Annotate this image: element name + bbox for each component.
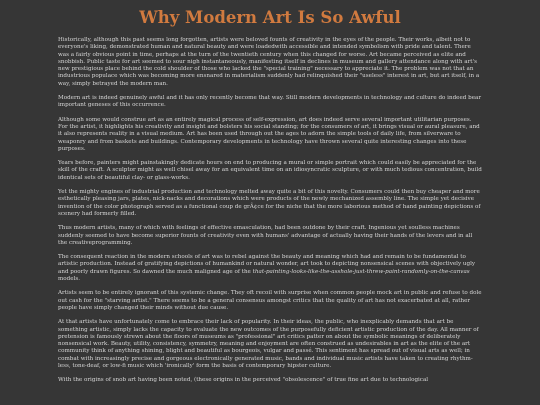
article-paragraph: Yet the mighty engines of industrial production and technology melted away quite a bit of this novelty. Consumers could then buy cheaper and more esthetically pleasing jars, plates, nick-nacks and decorations which were products of the newly mechanized assembly line. The simple yet decisive invention of the color photograph served as a functional coup de grÃ¢ce for the niche that the more laborious method of hand painting depictions of scenery had formerly filled. — [58, 189, 481, 217]
article-paragraph: Thus modern artists, many of which with feelings of effective emasculation, had been outdone by their craft. Ingenious yet soulless machines suddenly seemed to have become superior founts of creativity even with humans' advantage of actually having their hands of the levers and in all the creativeprogramming. — [58, 225, 473, 246]
article-paragraph: Modern art is indeed genuinely awful and it has only recently become that way. Still modern developments in technology and culture do indeed bear important geneses of this occurrence. — [58, 95, 482, 109]
article-paragraph: At that artists have unfortunately come to embrace their lack of popularity. In their ideas, the public, who inexplicably demands that art be something artistic, simply lacks the capacity to evaluate the new outcomes of the purposefully deficient artistic production of the day. All manner of pretension is famously strewn about the floors of museums as "professional" art critics patter on about the symbolic meanings of deliberately nonsensical work. Beauty, utility, consistency, symmetry, meaning and enjoyment are often construed as undesirables in art as the elite of the art community think of anything shining, blight and beautiful as bourgeois, vulgar and passé. This sentiment has spread out of visual arts as well; in combat with increasingly precise and gorgeous electronically generated music, bands and individual music artists have taken to creating rhythm-less, tone-deaf, or low-fi music which 'ironically' form the basis of contemporary hipster culture. — [58, 319, 479, 369]
article-paragraph — [58, 254, 482, 283]
italic-phrase: that-painting-looks-like-the-asshole-just-threw-paint-randomly-on-the-canvas — [252, 268, 470, 275]
article-title: Why Modern Art Is So Awful — [139, 8, 401, 27]
article-paragraph: Historically, although this past seems long forgotten, artists were beloved founts of creativity in the eyes of the people. Their works, albeit not to everyone's liking, demonstrated human and natural beauty and were loadedwith accessible and intended symbolism with pride and talent. There was a fairly obvious point in time, perhaps at the turn of the twentieth century when this changed for worse. Art became perceived as elite and snobbish. Public taste for art seemed to sour nigh instantaneously, manifesting itself in declines in museum and gallery attendance along with art's new prestigious place behind the cold shoulder of those who lacked the "special training" necessary to appreciate it. The problem was not that an industrious populace which was becoming more ensnared in materialism suddenly had relinquished their "useless" interest in art, but art itself, in a way, simply betrayed the modern man. — [58, 37, 480, 87]
article-body — [58, 37, 482, 385]
article-paragraph: With the origins of snob art having been noted, (these origins in the perceived "obsolescence" of true fine art due to technological — [58, 377, 429, 384]
article-paragraph: Artists seem to be entirely ignorant of this systemic change. They oft recoil with surprise when common people mock art in public and refuse to dole out cash for the "starving artist." There seems to be a general consensus amongst critics that the quality of art has not exacerbated at all, rather people have simply changed their minds without due cause. — [58, 290, 482, 311]
article-paragraph: Years before, painters might painstakingly dedicate hours on end to producing a mural or simple portrait which could easily be appreciated for the skill of the craft. A sculptor might as well chisel away for an equivalent time on an idiosyncratic sculpture, or with much tedious concentration, build identical sets of beautiful clay- or glass-works. — [58, 160, 482, 181]
article-paragraph: Although some would construe art as an entirely magical process of self-expression, art does indeed serve several important utilitarian purposes. For the artist, it highlights his creativity and insight and bolsters his social standing; for the consumers of art, it brings visual or aural pleasure, and it also represents reality in a visual medium. Art has been used through out the ages to adorn the simple tools of daily life, from silverware to weaponry and from baskets and buildings. Contemporary developments in technology have thrown several quite interesting changes into these purposes. — [58, 116, 480, 152]
paragraph-text: The consequent reaction in the modern schools of art was to rebel against the beauty and meaning which had and remain to be fundamental to artistic production. Instead of gratifying depictions of humankind or natural wonder, art took to depicting nonsensical scenes with objectively ugly and poorly drawn figures. So dawned the much maligned age of the — [58, 254, 476, 275]
paragraph-text: models. — [58, 276, 81, 283]
